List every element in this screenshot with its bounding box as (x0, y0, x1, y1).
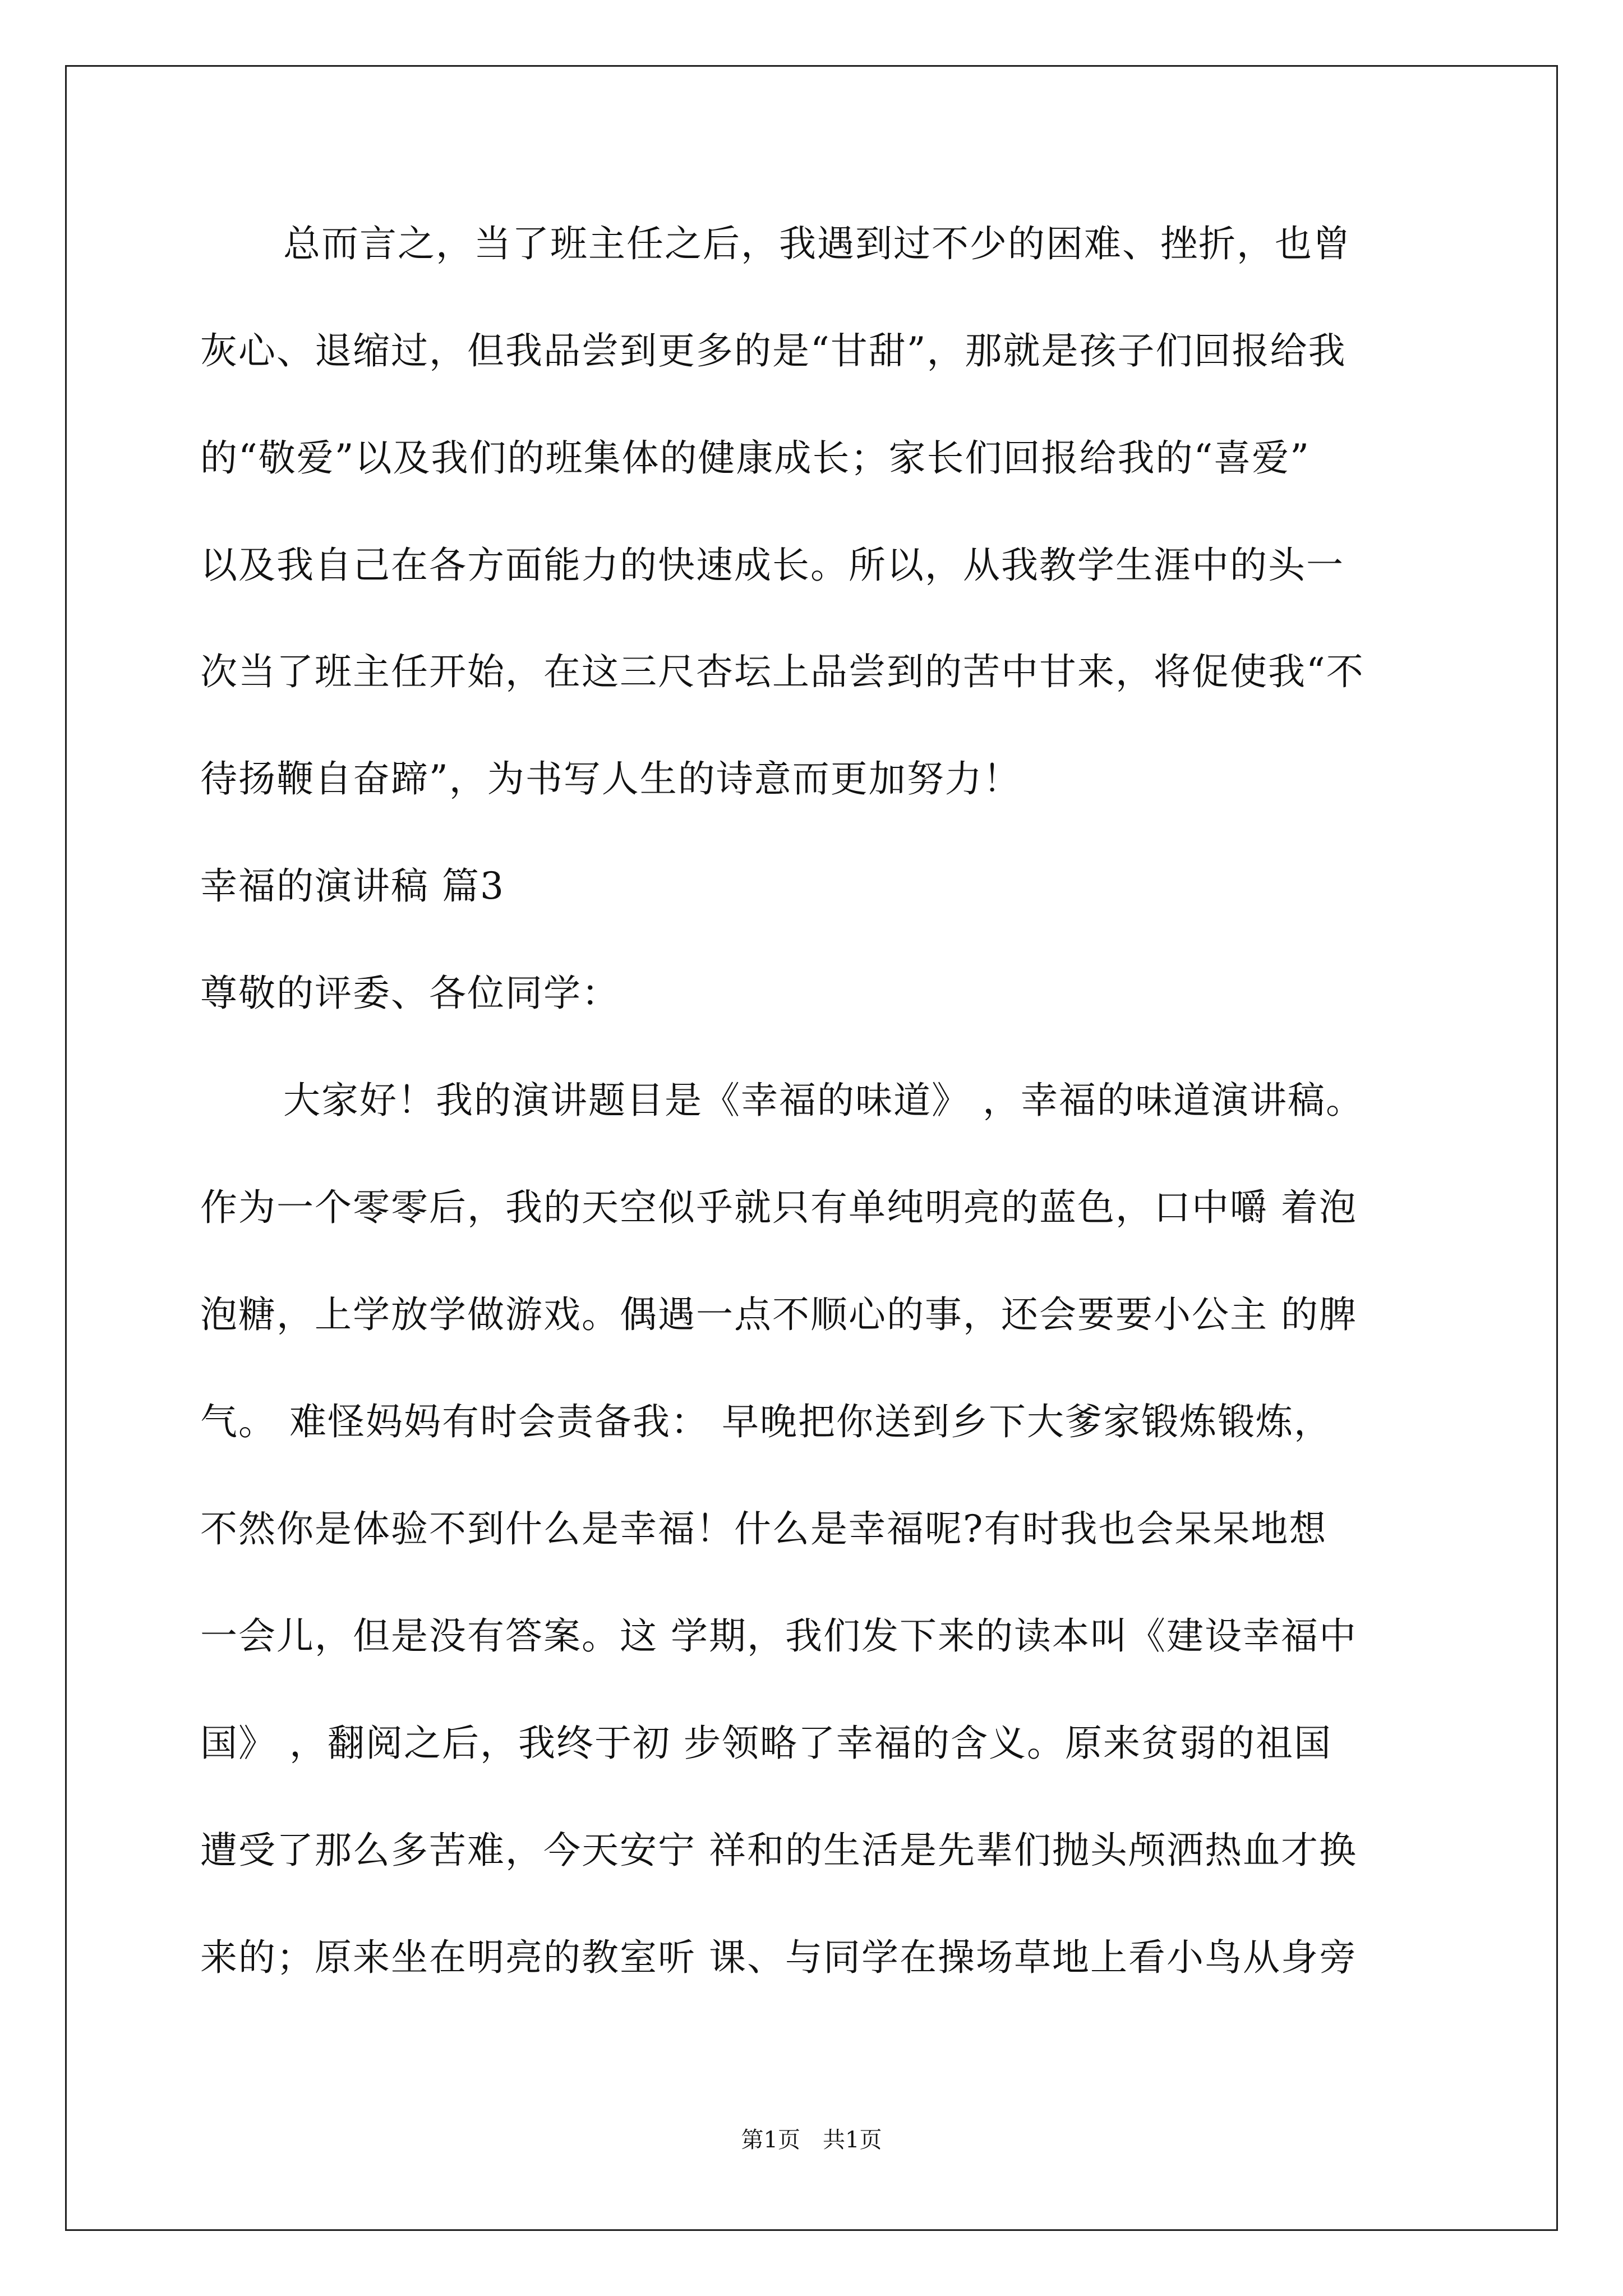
page-footer: 第1页 共1页 (741, 2127, 882, 2153)
paragraph-line-4: 以及我自己在各方面能力的快速成长。所以，从我教学生涯中的头一 (200, 544, 1344, 587)
paragraph-line-5: 次当了班主任开始，在这三尺杏坛上品尝到的苦中甘来，将促使我“不 (200, 650, 1364, 693)
speech-line-8: 遭受了那么多苦难，今天安宁 祥和的生活是先辈们抛头颅洒热血才换 (200, 1829, 1357, 1872)
speech-line-3: 泡糖，上学放学做游戏。偶遇一点不顺心的事，还会要要小公主 的脾 (200, 1293, 1357, 1336)
speech-line-6: 一会儿，但是没有答案。这 学期，我们发下来的读本叫《建设幸福中 (200, 1614, 1357, 1658)
speech-line-1: 大家好！我的演讲题目是《幸福的味道》 ，幸福的味道演讲稿。 (283, 1079, 1364, 1122)
paragraph-line-6: 待扬鞭自奋蹄”，为书写人生的诗意而更加努力！ (200, 757, 1021, 800)
paragraph-line-3: 的“敬爱”以及我们的班集体的健康成长；家长们回报给我的“喜爱” (200, 436, 1310, 480)
speech-line-2: 作为一个零零后，我的天空似乎就只有单纯明亮的蓝色，口中嚼 着泡 (200, 1186, 1357, 1229)
speech-line-5: 不然你是体验不到什么是幸福！什么是幸福呢?有时我也会呆呆地想 (200, 1507, 1327, 1550)
speech-line-9: 来的；原来坐在明亮的教室听 课、与同学在操场草地上看小鸟从身旁 (200, 1936, 1357, 1979)
speech-line-7: 国》 ，翻阅之后，我终于初 步领略了幸福的含义。原来贫弱的祖国 (200, 1722, 1332, 1765)
salutation: 尊敬的评委、各位同学： (200, 972, 620, 1015)
paragraph-line-1: 总而言之，当了班主任之后，我遇到过不少的困难、挫折，也曾 (283, 222, 1351, 265)
speech-line-4: 气。 难怪妈妈有时会责备我： 早晚把你送到乡下大爹家锻炼锻炼， (200, 1400, 1332, 1443)
section-heading: 幸福的演讲稿 篇3 (200, 864, 505, 908)
page-border (65, 65, 1558, 2231)
paragraph-line-2: 灰心、退缩过，但我品尝到更多的是“甘甜”，那就是孩子们回报给我 (200, 329, 1347, 372)
